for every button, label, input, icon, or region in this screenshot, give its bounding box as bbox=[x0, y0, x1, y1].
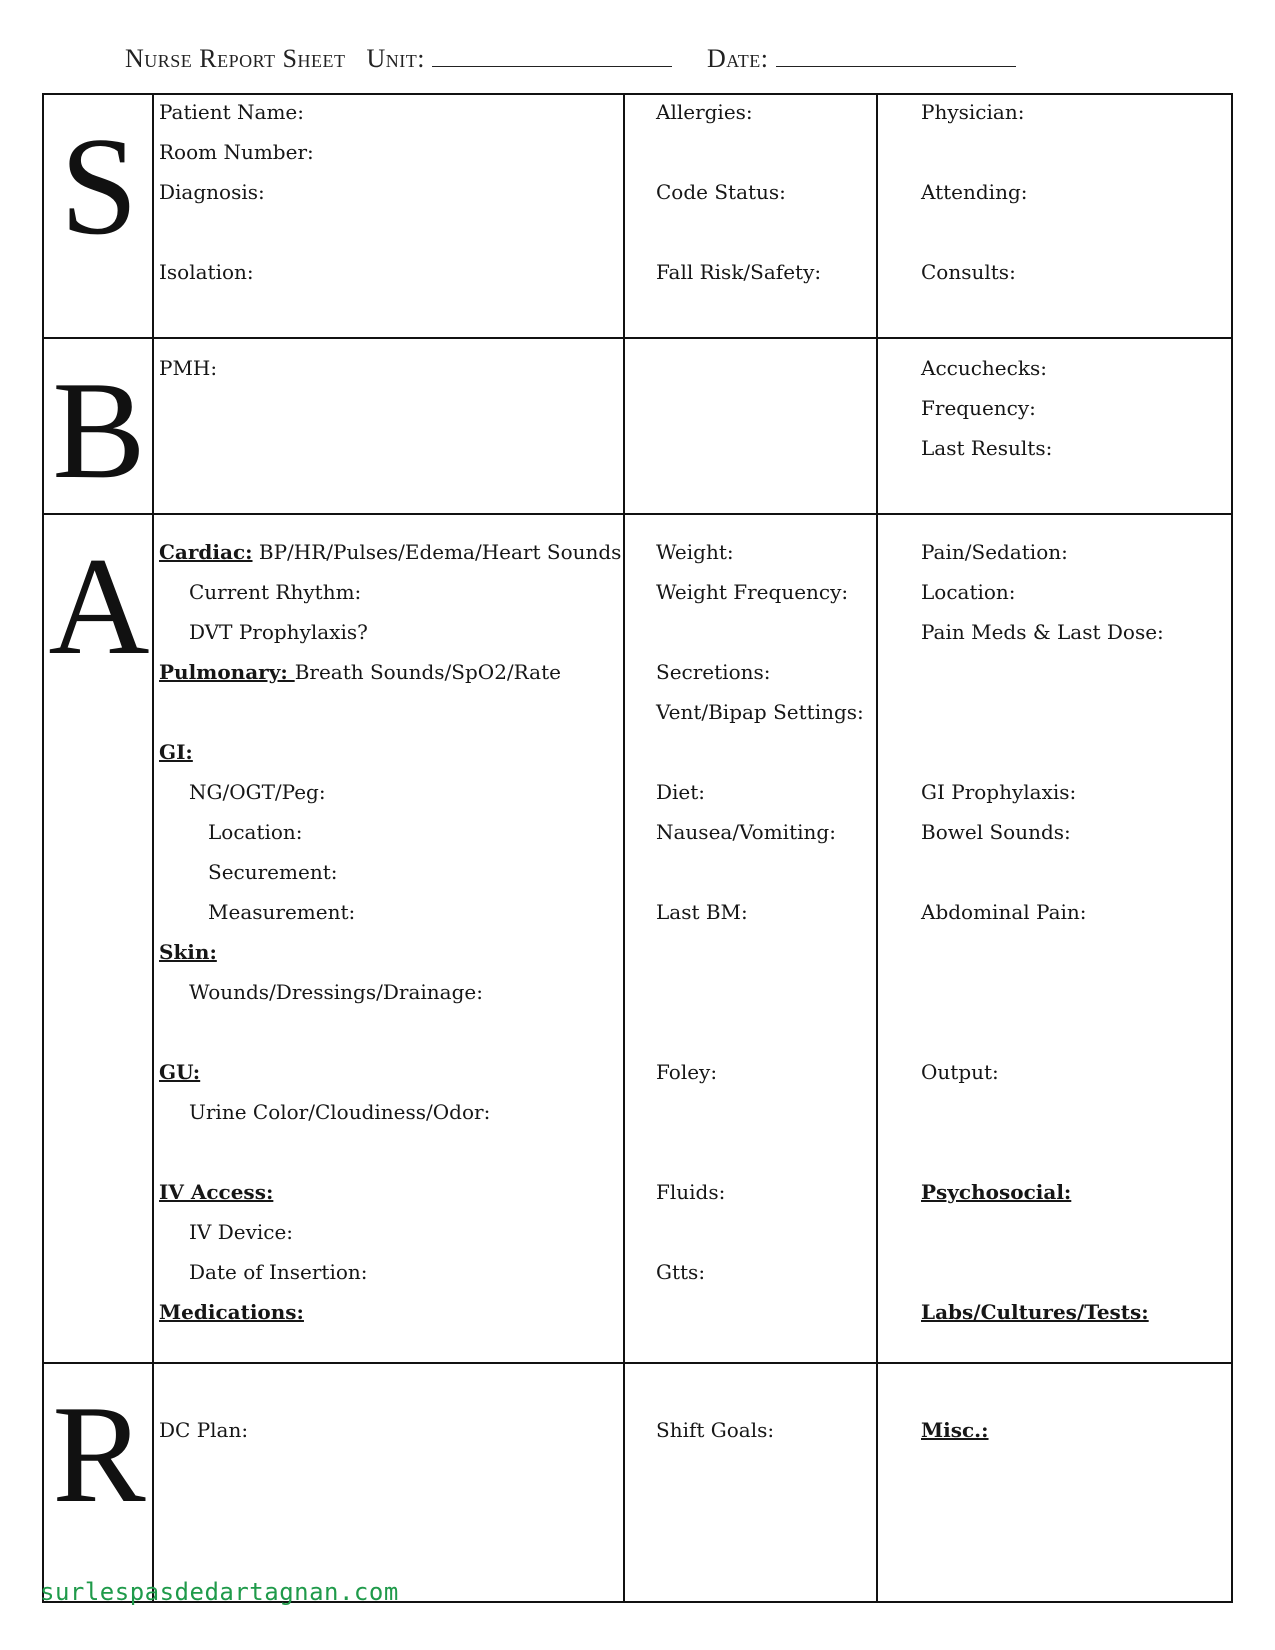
gi-heading: GI: bbox=[159, 740, 193, 764]
unit-field[interactable] bbox=[432, 42, 672, 67]
pulmonary-line bbox=[159, 660, 561, 684]
divider-s-b bbox=[44, 337, 1231, 339]
psychosocial-heading: Psychosocial: bbox=[921, 1180, 1072, 1204]
fluids-label: Fluids: bbox=[656, 1180, 726, 1204]
divider-col-2 bbox=[623, 95, 625, 1601]
gu-heading: GU: bbox=[159, 1060, 201, 1084]
pmh-label: PMH: bbox=[159, 356, 218, 380]
gi-prophylaxis-label: GI Prophylaxis: bbox=[921, 780, 1077, 804]
patient-name-label: Patient Name: bbox=[159, 100, 304, 124]
section-letter-a: A bbox=[48, 529, 150, 684]
allergies-label: Allergies: bbox=[656, 100, 753, 124]
diagnosis-label: Diagnosis: bbox=[159, 180, 265, 204]
consults-label: Consults: bbox=[921, 260, 1016, 284]
location-label: Location: bbox=[208, 820, 303, 844]
form-title: Nurse Report Sheet bbox=[125, 44, 346, 73]
unit-label: Unit: bbox=[366, 44, 425, 73]
iv-device-label: IV Device: bbox=[189, 1220, 294, 1244]
bowel-sounds-label: Bowel Sounds: bbox=[921, 820, 1071, 844]
isolation-label: Isolation: bbox=[159, 260, 254, 284]
frequency-label: Frequency: bbox=[921, 396, 1036, 420]
cardiac-line bbox=[159, 540, 621, 564]
nausea-label: Nausea/Vomiting: bbox=[656, 820, 836, 844]
date-insertion-label: Date of Insertion: bbox=[189, 1260, 368, 1284]
accuchecks-label: Accuchecks: bbox=[921, 356, 1047, 380]
shift-goals-label: Shift Goals: bbox=[656, 1418, 775, 1442]
current-rhythm-label: Current Rhythm: bbox=[189, 580, 362, 604]
weight-label: Weight: bbox=[656, 540, 734, 564]
pulmonary-details: Breath Sounds/SpO2/Rate bbox=[294, 660, 561, 684]
iv-access-heading: IV Access: bbox=[159, 1180, 274, 1204]
section-letter-b: B bbox=[52, 353, 146, 508]
pain-meds-label: Pain Meds & Last Dose: bbox=[921, 620, 1164, 644]
room-number-label: Room Number: bbox=[159, 140, 314, 164]
attending-label: Attending: bbox=[921, 180, 1028, 204]
dc-plan-label: DC Plan: bbox=[159, 1418, 249, 1442]
diet-label: Diet: bbox=[656, 780, 706, 804]
output-label: Output: bbox=[921, 1060, 999, 1084]
foley-label: Foley: bbox=[656, 1060, 718, 1084]
divider-a-r bbox=[44, 1362, 1231, 1364]
gtts-label: Gtts: bbox=[656, 1260, 706, 1284]
date-field[interactable] bbox=[776, 42, 1016, 67]
pain-sedation-label: Pain/Sedation: bbox=[921, 540, 1068, 564]
cardiac-heading: Cardiac: bbox=[159, 540, 253, 564]
secretions-label: Secretions: bbox=[656, 660, 771, 684]
ng-ogt-peg-label: NG/OGT/Peg: bbox=[189, 780, 326, 804]
measurement-label: Measurement: bbox=[208, 900, 356, 924]
pulmonary-heading: Pulmonary: bbox=[159, 660, 295, 684]
urine-label: Urine Color/Cloudiness/Odor: bbox=[189, 1100, 491, 1124]
pain-location-label: Location: bbox=[921, 580, 1016, 604]
wounds-label: Wounds/Dressings/Drainage: bbox=[189, 980, 483, 1004]
labs-heading: Labs/Cultures/Tests: bbox=[921, 1300, 1149, 1324]
divider-b-a bbox=[44, 513, 1231, 515]
date-label: Date: bbox=[707, 44, 769, 73]
fall-risk-label: Fall Risk/Safety: bbox=[656, 260, 822, 284]
last-results-label: Last Results: bbox=[921, 436, 1053, 460]
cardiac-details: BP/HR/Pulses/Edema/Heart Sounds bbox=[252, 540, 622, 564]
skin-heading: Skin: bbox=[159, 940, 217, 964]
abdominal-pain-label: Abdominal Pain: bbox=[921, 900, 1087, 924]
sbar-grid bbox=[42, 93, 1233, 1603]
watermark-text: surlespasdedartagnan.com bbox=[40, 1578, 399, 1606]
divider-letter-col bbox=[152, 95, 154, 1601]
weight-frequency-label: Weight Frequency: bbox=[656, 580, 849, 604]
securement-label: Securement: bbox=[208, 860, 338, 884]
vent-settings-label: Vent/Bipap Settings: bbox=[656, 700, 864, 724]
code-status-label: Code Status: bbox=[656, 180, 786, 204]
physician-label: Physician: bbox=[921, 100, 1025, 124]
dvt-label: DVT Prophylaxis? bbox=[189, 620, 368, 644]
form-header bbox=[125, 42, 1016, 74]
divider-col-3 bbox=[876, 95, 878, 1601]
last-bm-label: Last BM: bbox=[656, 900, 748, 924]
misc-heading: Misc.: bbox=[921, 1418, 989, 1442]
section-letter-s: S bbox=[60, 109, 138, 264]
section-letter-r: R bbox=[52, 1377, 146, 1532]
medications-heading: Medications: bbox=[159, 1300, 304, 1324]
